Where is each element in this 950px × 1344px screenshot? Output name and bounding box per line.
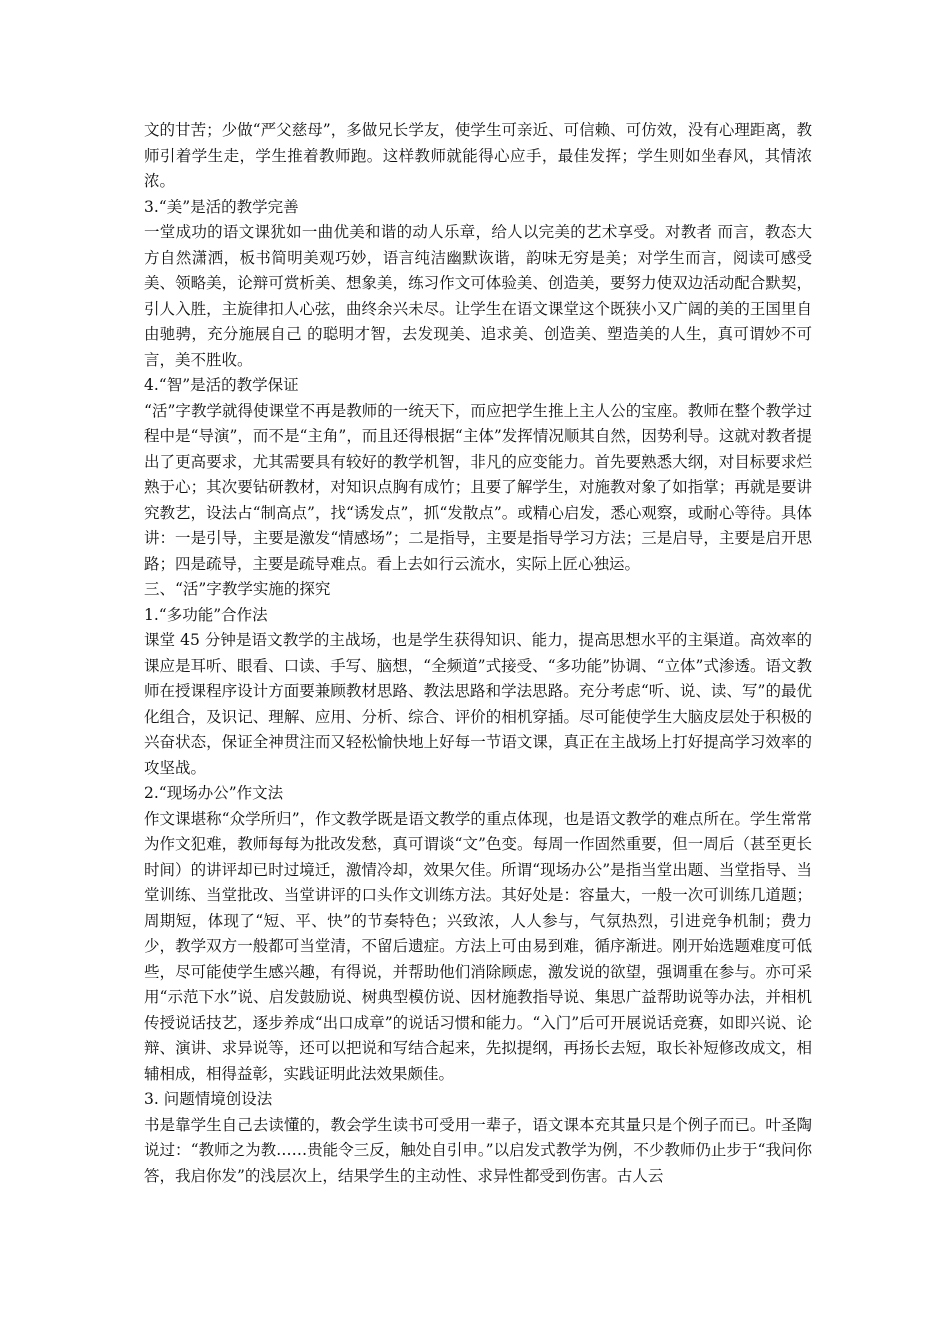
paragraph-duogongneng: 课堂 45 分钟是语文教学的主战场，也是学生获得知识、能力，提高思想水平的主渠道。高效率的课应是耳听、眼看、口读、手写、脑想，“全频道”式接受、“多功能”协调、“立体”式渗透。语文教师在授课程序设计方面要兼顾教材思路、教法思路和学法思路。充分考虑“听、说、读、写”的最优化组合，及识记、理解、应用、分析、综合、评价的相机穿插。尽可能使学生大脑皮层处于积极的兴奋状态，保证全神贯注而又轻松愉快地上好每一节语文课，真正在主战场上打好提高学习效率的攻坚战。 [144, 631, 812, 777]
paragraph-xianchang: 作文课堪称“众学所归”，作文教学既是语文教学的重点体现，也是语文教学的难点所在。学生常常为作文犯难，教师每每为批改发愁，真可谓谈“文”色变。每周一作固然重要，但一周后（甚至更长时间）的讲评却已时过境迁，激情冷却，效果欠佳。所谓“现场办公”是指当堂出题、当堂指导、当堂训练、当堂批改、当堂讲评的口头作文训练方法。其好处是：容量大，一般一次可训练几道题；周期短，体现了“短、平、快”的节奏特色；兴致浓，人人参与，气氛热烈，引进竞争机制；费力少，教学双方一般都可当堂清，不留后遗症。方法上可由易到难，循序渐进。刚开始选题难度可低些，尽可能使学生感兴趣，有得说，并帮助他们消除顾虑，激发说的欲望，强调重在参与。亦可采用“示范下水”说、启发鼓励说、树典型模仿说、因材施教指导说、集思广益帮助说等办法，并相机传授说话技艺，逐步养成“出口成章”的说话习惯和能力。“入门”后可开展说话竞赛，如即兴说、论辩、演讲、求异说等，还可以把说和写结合起来，先拟提纲，再扬长去短，取长补短修改成文，相辅相成，相得益彰，实践证明此法效果颇佳。 [144, 809, 812, 1083]
document-page [144, 118, 812, 1189]
paragraph-continuation: 文的甘苦；少做“严父慈母”，多做兄长学友，使学生可亲近、可信赖、可仿效，没有心理距离，教师引着学生走，学生推着教师跑。这样教师就能得心应手，最佳发挥；学生则如坐春风，其情浓浓。 [144, 121, 812, 190]
heading-section-three: 三、“活”字教学实施的探究 [144, 580, 331, 598]
heading-zhi: 4.“智”是活的教学保证 [144, 376, 299, 394]
paragraph-zhi: “活”字教学就得使课堂不再是教师的一统天下，而应把学生推上主人公的宝座。教师在整个教学过程中是“导演”，而不是“主角”，而且还得根据“主体”发挥情况顺其自然，因势利导。这就对教者提出了更高要求，尤其需要具有较好的教学机智，非凡的应变能力。首先要熟悉大纲，对目标要求烂熟于心；其次要钻研教材，对知识点胸有成竹；且要了解学生，对施教对象了如指掌；再就是要讲究教艺，设法占“制高点”，找“诱发点”，抓“发散点”。或精心启发，悉心观察，或耐心等待。具体讲：一是引导，主要是激发“情感场”；二是指导，主要是指导学习方法；三是启导，主要是启开思路；四是疏导，主要是疏导难点。看上去如行云流水，实际上匠心独运。 [144, 401, 812, 573]
paragraph-mei: 一堂成功的语文课犹如一曲优美和谐的动人乐章，给人以完美的艺术享受。对教者 而言，教态大方自然潇洒，板书简明美观巧妙，语言纯洁幽默诙谐，韵味无穷是美；对学生而言，阅读可感受美、领略美，论辩可赏析美、想象美，练习作文可体验美、创造美，要努力使双边活动配合默契，引人入胜，主旋律扣人心弦，曲终余兴未尽。让学生在语文课堂这个既狭小又广阔的美的王国里自由驰骋，充分施展自己 的聪明才智，去发现美、追求美、创造美、塑造美的人生，真可谓妙不可言，美不胜收。 [144, 223, 812, 369]
heading-mei: 3.“美”是活的教学完善 [144, 197, 299, 216]
heading-xianchang: 2.“现场办公”作文法 [144, 784, 284, 802]
paragraph-wenti: 书是靠学生自己去读懂的，教会学生读书可受用一辈子，语文课本充其量只是个例子而已。叶圣陶说过：“教师之为教……贵能令三反，触处自引申。”以启发式教学为例，不少教师仍止步于“我问你答，我启你发”的浅层次上，结果学生的主动性、求异性都受到伤害。古人云 [144, 1115, 812, 1185]
heading-duogongneng: 1.“多功能”合作法 [144, 605, 268, 624]
heading-wenti: 3. 问题情境创设法 [144, 1090, 273, 1108]
